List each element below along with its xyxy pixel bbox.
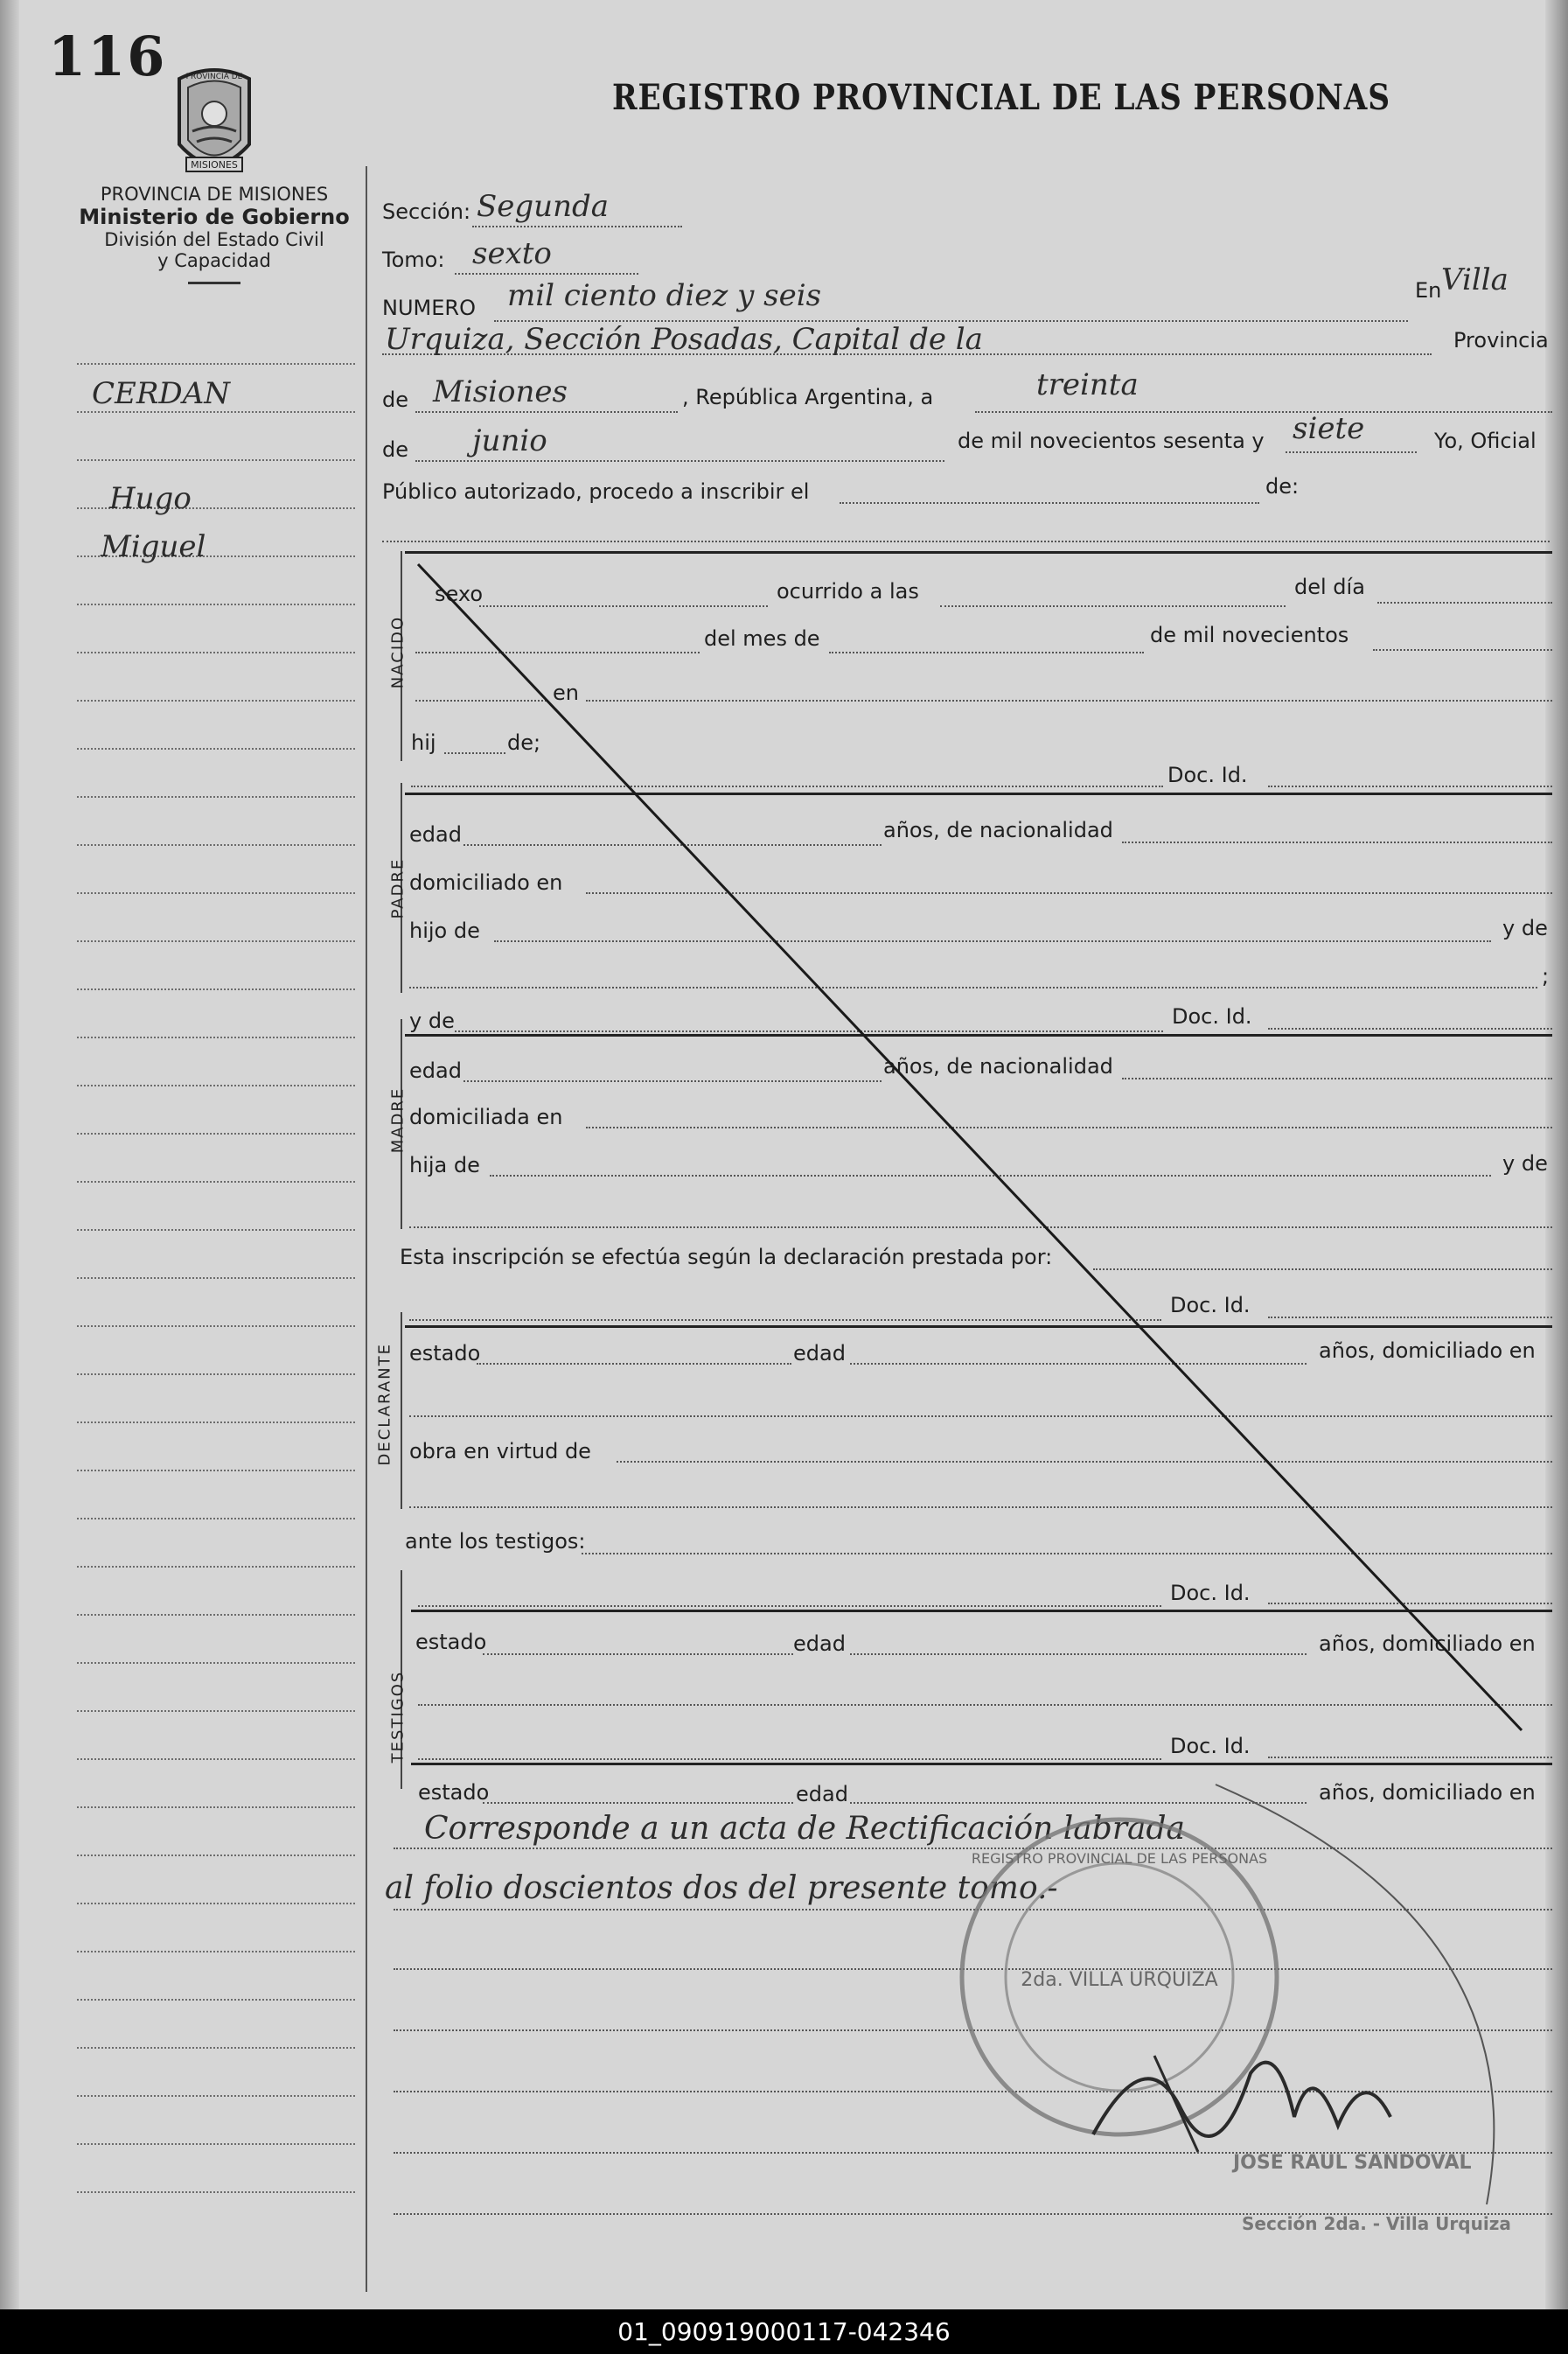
nacido-side-label: NACIDO — [388, 615, 408, 689]
padre-semicolon: ; — [1542, 964, 1550, 988]
signatory-name: JOSE RAUL SANDOVAL — [1233, 2152, 1472, 2174]
emblem-bottom-text: MISIONES — [191, 159, 238, 171]
page-title: REGISTRO PROVINCIAL DE LAS PERSONAS — [612, 77, 1390, 118]
nacido-doc-id: Doc. Id. — [1167, 763, 1248, 787]
declarante-anos-dom: años, domiciliado en — [1319, 1338, 1536, 1363]
padre-side-label: PADRE — [388, 857, 408, 919]
madre-edad: edad — [409, 1058, 462, 1083]
testigos-edad-2: edad — [796, 1782, 848, 1806]
stamp-ring-text: REGISTRO PROVINCIAL DE LAS PERSONAS — [971, 1850, 1268, 1867]
republica-label: , República Argentina, a — [682, 385, 934, 409]
margin-given-name-2: Miguel — [101, 529, 206, 564]
publico-label: Público autorizado, procedo a inscribir el — [382, 479, 810, 504]
nacido-en: en — [553, 681, 579, 705]
margin-given-name-1: Hugo — [109, 481, 192, 516]
declarante-edad: edad — [793, 1341, 846, 1366]
month-value: junio — [472, 423, 547, 458]
madre-hija-de: hija de — [409, 1153, 480, 1177]
nacido-de-mil: de mil novecientos — [1150, 623, 1349, 647]
image-id-bar — [0, 2309, 1568, 2354]
testigos-edad-1: edad — [793, 1631, 846, 1656]
padre-domiciliado: domiciliado en — [409, 870, 563, 895]
nacido-sexo: sexo — [435, 582, 483, 606]
stamp-center-text: 2da. VILLA URQUIZA — [1021, 1969, 1218, 1991]
padre-hijo-de: hijo de — [409, 919, 480, 943]
madre-anos-nac: años, de nacionalidad — [883, 1054, 1113, 1079]
nacido-del-dia: del día — [1294, 575, 1365, 599]
seccion-value: Segunda — [477, 189, 610, 224]
testigos-doc-id-2: Doc. Id. — [1170, 1734, 1251, 1758]
nacido-de: de; — [507, 730, 541, 755]
padre-doc-id: Doc. Id. — [1172, 1004, 1252, 1029]
oficial-label: Yo, Oficial — [1434, 429, 1537, 453]
note-line1-text: Corresponde a un acta de Rectificación labrada — [424, 1811, 1185, 1847]
testigos-anos-dom-1: años, domiciliado en — [1319, 1631, 1536, 1656]
tomo-value: sexto — [472, 236, 552, 271]
provincia-label: Provincia — [1453, 328, 1549, 353]
de2-label: de — [382, 437, 408, 462]
institution-division: División del Estado Civil — [104, 229, 324, 250]
nacido-ocurrido: ocurrido a las — [777, 579, 919, 604]
padre-edad: edad — [409, 822, 462, 847]
institution-province: PROVINCIA DE MISIONES — [100, 184, 329, 205]
numero-value: mil ciento diez y seis — [507, 278, 822, 313]
emblem-top-text: PROVINCIA DE — [185, 73, 243, 81]
nacido-hij: hij — [411, 730, 436, 755]
de-label: de — [382, 388, 408, 412]
testigos-estado-1: estado — [415, 1630, 487, 1654]
declarante-intro: Esta inscripción se efectúa según la declaración prestada por: — [400, 1245, 1053, 1269]
padre-anos-nac: años, de nacionalidad — [883, 818, 1113, 842]
year-label: de mil novecientos sesenta y — [958, 429, 1265, 453]
institution-capacity: y Capacidad — [157, 250, 271, 271]
madre-side-label: MADRE — [388, 1086, 408, 1154]
madre-domiciliada: domiciliada en — [409, 1105, 563, 1129]
image-id-text: 01_090919000117-042346 — [617, 2317, 951, 2346]
year-value: siete — [1293, 411, 1365, 446]
testigos-estado-2: estado — [418, 1780, 490, 1805]
institution-ministry: Ministerio de Gobierno — [79, 205, 350, 229]
signatory-office: Sección 2da. - Villa Urquiza — [1242, 2213, 1511, 2234]
declarante-doc-id: Doc. Id. — [1170, 1293, 1251, 1317]
de3-label: de: — [1265, 474, 1300, 499]
declarante-side-label: DECLARANTE — [375, 1343, 394, 1466]
en-label: En — [1415, 278, 1442, 303]
testigos-doc-id-1: Doc. Id. — [1170, 1581, 1251, 1605]
padre-y-de-2: y de — [409, 1009, 455, 1033]
padre-y-de: y de — [1502, 916, 1548, 940]
page-number: 116 — [48, 24, 167, 88]
en-value-1: Villa — [1441, 262, 1509, 297]
en-value-2: Urquiza, Sección Posadas, Capital de la — [385, 322, 983, 357]
declarante-estado: estado — [409, 1341, 481, 1366]
day-value: treinta — [1036, 367, 1139, 402]
numero-label: NUMERO — [382, 296, 476, 320]
declarante-obra: obra en virtud de — [409, 1439, 591, 1463]
nacido-del-mes: del mes de — [704, 626, 820, 651]
testigos-anos-dom-2: años, domiciliado en — [1319, 1780, 1536, 1805]
note-line2-text: al folio doscientos dos del presente tomo.- — [385, 1870, 1058, 1906]
testigos-side-label: TESTIGOS — [388, 1670, 408, 1764]
margin-surname: CERDAN — [92, 376, 230, 411]
de-value: Misiones — [433, 374, 568, 409]
testigos-intro: ante los testigos: — [405, 1529, 586, 1554]
tomo-label: Tomo: — [382, 248, 445, 272]
madre-y-de: y de — [1502, 1151, 1548, 1176]
seccion-label: Sección: — [382, 199, 471, 224]
